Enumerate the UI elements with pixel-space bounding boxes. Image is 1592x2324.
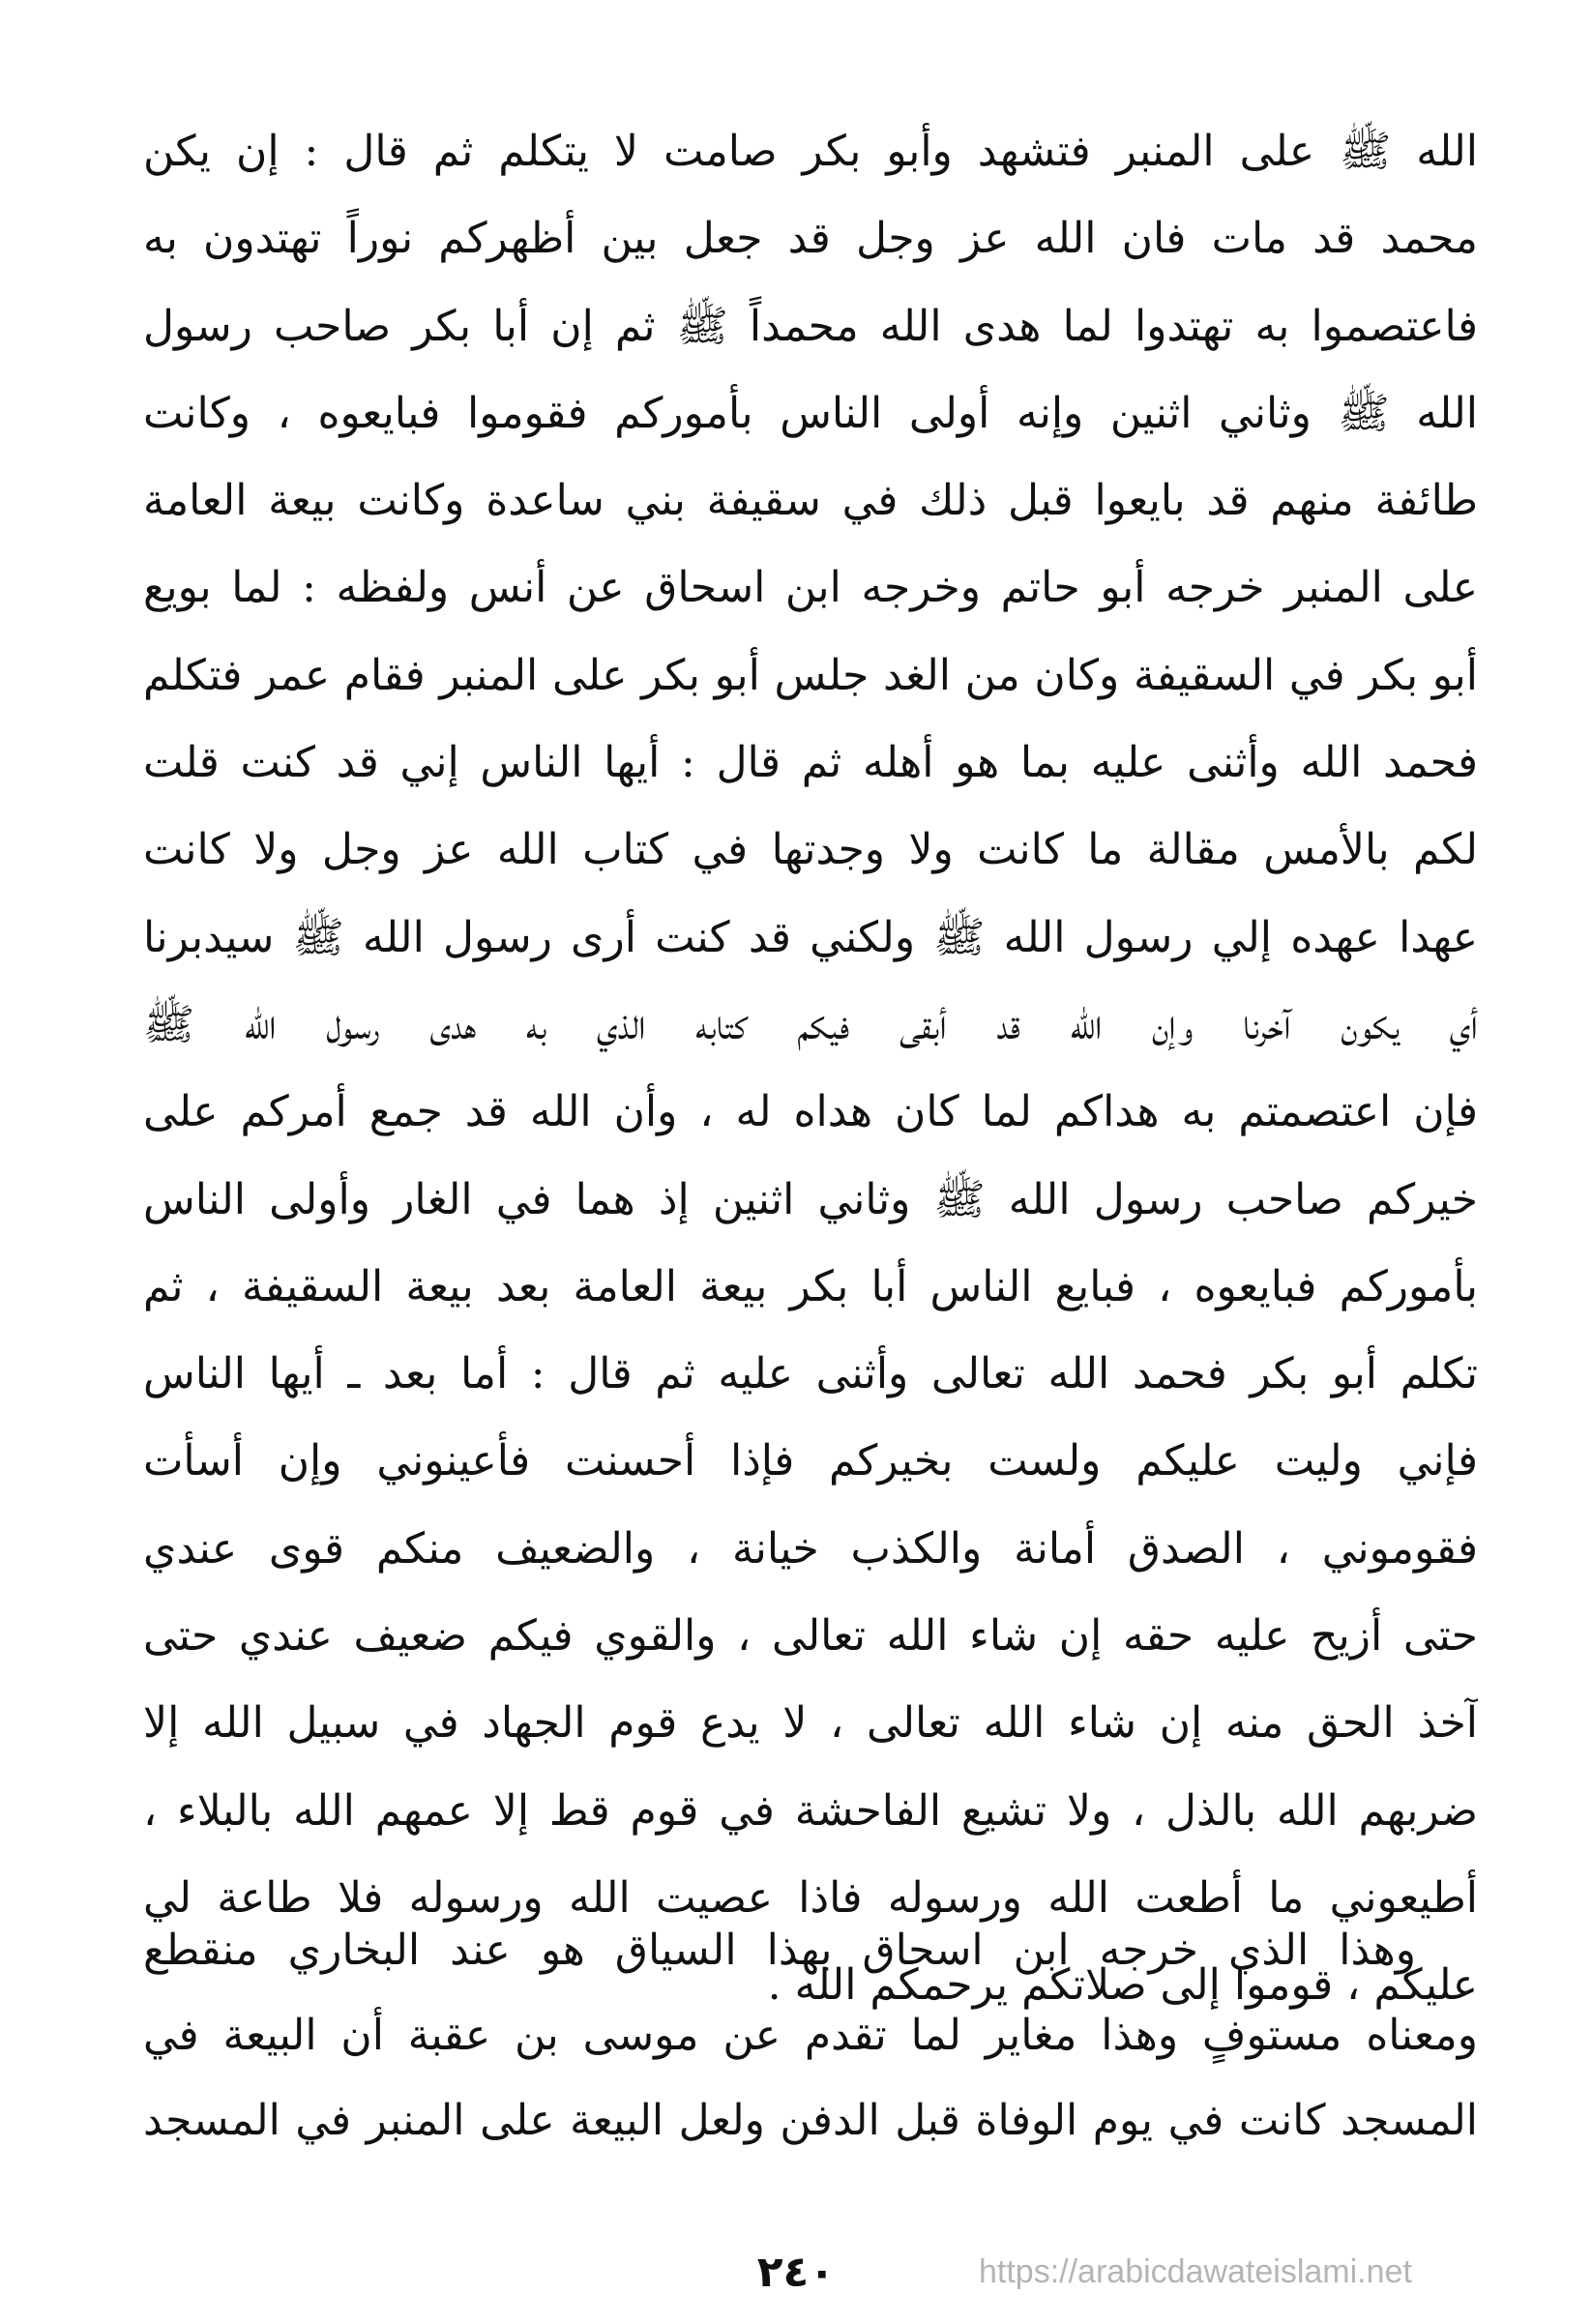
text-line: ومعناه مستوفٍ وهذا مغاير لما تقدم عن موسى بن عقبة أن البيعة في bbox=[143, 2011, 1478, 2060]
text-line: تكلم أبو بكر فحمد الله تعالى وأثنى عليه ثم قال : أما بعد ـ أيها الناس bbox=[143, 1349, 1478, 1399]
text-line: محمد قد مات فان الله عز وجل قد جعل بين أظهركم نوراً تهتدون به bbox=[143, 214, 1478, 264]
text-line: أبو بكر في السقيفة وكان من الغد جلس أبو بكر على المنبر فقام عمر فتكلم bbox=[143, 650, 1478, 700]
text-line: أطيعوني ما أطعت الله ورسوله فاذا عصيت الله ورسوله فلا طاعة لي bbox=[143, 1872, 1478, 1923]
text-line: عهدا عهده إلي رسول الله ﷺ ولكني قد كنت أرى رسول الله ﷺ سيدبرنا bbox=[143, 912, 1478, 962]
text-line: فإني وليت عليكم ولست بخيركم فإذا أحسنت فأعينوني وإن أسأت bbox=[143, 1436, 1478, 1486]
text-line: عليكم ، قوموا إلى صلاتكم يرحمكم الله . bbox=[767, 1960, 1478, 2011]
text-line: فقوموني ، الصدق أمانة والكذب خيانة ، والضعيف منكم قوى عندي bbox=[143, 1523, 1478, 1574]
text-line: لكم بالأمس مقالة ما كانت ولا وجدتها في كتاب الله عز وجل ولا كانت bbox=[143, 825, 1478, 875]
text-line: ضربهم الله بالذل ، ولا تشيع الفاحشة في قوم قط إلا عمهم الله بالبلاء ، bbox=[143, 1785, 1478, 1836]
text-line: الله ﷺ وثاني اثنين وإنه أولى الناس بأموركم فقوموا فبايعوه ، وكانت bbox=[143, 388, 1478, 438]
text-line: طائفة منهم قد بايعوا قبل ذلك في سقيفة بني ساعدة وكانت بيعة العامة bbox=[143, 476, 1478, 526]
text-line: فاعتصموا به تهتدوا لما هدى الله محمداً ﷺ ثم إن أبا بكر صاحب رسول bbox=[143, 301, 1478, 351]
text-line: فحمد الله وأثنى عليه بما هو أهله ثم قال : أيها الناس إني قد كنت قلت bbox=[143, 738, 1478, 788]
watermark-url: https://arabicdawateislami.net bbox=[979, 2253, 1412, 2290]
text-line: على المنبر خرجه أبو حاتم وخرجه ابن اسحاق عن أنس ولفظه : لما بويع bbox=[143, 563, 1478, 613]
text-line: المسجد كانت في يوم الوفاة قبل الدفن ولعل البيعة على المنبر في المسجد bbox=[143, 2096, 1478, 2145]
main-paragraph bbox=[143, 108, 1478, 2030]
page-number: ٢٤٠ bbox=[756, 2248, 836, 2297]
second-paragraph bbox=[143, 1908, 1478, 2163]
text-line: أي يكون آخرنا وإن الله قد أبقى فيكم كتابه الذي به هدى رسول الله ﷺ bbox=[143, 999, 1478, 1049]
text-line: وهذا الذي خرجه ابن اسحاق بهذا السياق هو عند البخاري منقطع bbox=[143, 1926, 1417, 1975]
text-line: الله ﷺ على المنبر فتشهد وأبو بكر صامت لا يتكلم ثم قال : إن يكن bbox=[143, 127, 1478, 176]
text-line: بأموركم فبايعوه ، فبايع الناس أبا بكر بيعة العامة بعد بيعة السقيفة ، ثم bbox=[143, 1261, 1478, 1311]
text-line: آخذ الحق منه إن شاء الله تعالى ، لا يدع قوم الجهاد في سبيل الله إلا bbox=[143, 1698, 1478, 1749]
text-line: خيركم صاحب رسول الله ﷺ وثاني اثنين إذ هما في الغار وأولى الناس bbox=[143, 1174, 1478, 1224]
text-line: فإن اعتصمتم به هداكم لما كان هداه له ، وأن الله قد جمع أمركم على bbox=[143, 1087, 1478, 1137]
text-line: حتى أزيح عليه حقه إن شاء الله تعالى ، والقوي فيكم ضعيف عندي حتى bbox=[143, 1611, 1478, 1662]
